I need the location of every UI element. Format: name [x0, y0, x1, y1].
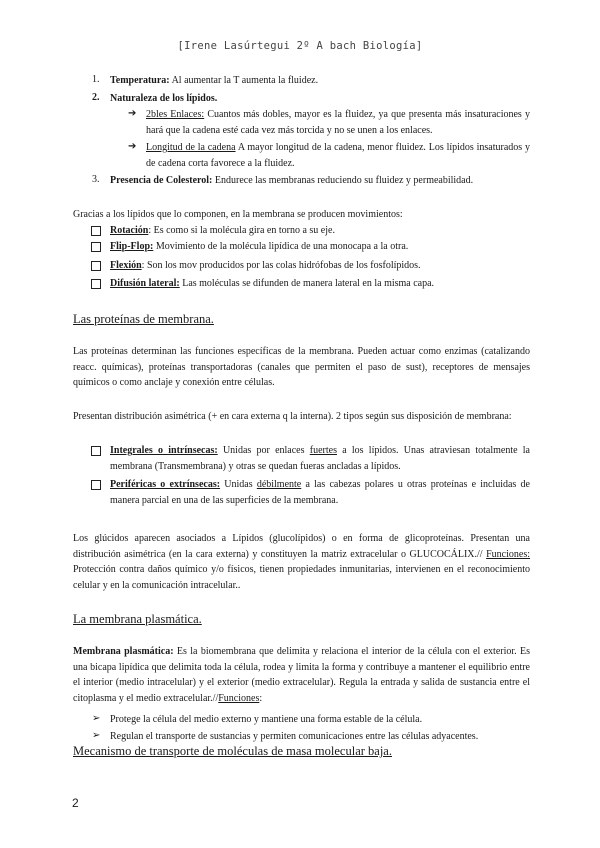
- list-item-temperature: Temperatura: Al aumentar la T aumenta la fluidez.: [110, 75, 319, 86]
- page-header: [Irene Lasúrtegui 2º A bach Biología]: [177, 40, 423, 52]
- protein-type-integral: Integrales o intrínsecas: Unidas por enlaces fuertes a los lípidos. Unas atraviesan totalmente la membrana (Transmembrana) y otras se quedan fueras ancladas a lípidos.: [110, 445, 530, 472]
- proteins-paragraph-1: Las proteínas determinan las funciones específicas de la membrana. Pueden actuar como enzimas (catalizando reacc. químicas), proteínas transportadoras (canales que permiten el paso de sust), receptores de mensajes químicos o como anclaje y conexión entre células.: [73, 346, 530, 388]
- checkbox-icon: [91, 261, 101, 271]
- movement-flip-flop: Flip-Flop: Movimiento de la molécula lipídica de una monocapa a la otra.: [110, 241, 409, 252]
- checkbox-icon: [91, 480, 101, 490]
- plasma-membrane-paragraph: Membrana plasmática: Es la biomembrana que delimita y relaciona el interior de la célula con el exterior. Es una bicapa lipídica que delimita toda la célula, rodea y limita la forma y contribuye a mantener el equilibrio entre el interior (medio intracelular) y el exterior (medio extracelular). Regula la entrada y salida de sustancia entre el citoplasma y el medio extracelular.//Funciones:: [73, 646, 530, 704]
- checkbox-icon: [91, 226, 101, 236]
- section-title-proteins: Las proteínas de membrana.: [73, 312, 214, 326]
- movements-intro: Gracias a los lípidos que lo componen, en la membrana se producen movimientos:: [73, 209, 403, 220]
- checkbox-icon: [91, 446, 101, 456]
- protein-type-peripheral: Periféricas o extrínsecas: Unidas débilmente a las cabezas polares u otras proteínas e incluidas de manera parcial en una de las superficies de la membrana.: [110, 479, 530, 506]
- list-item-lipids: Naturaleza de los lípidos.: [110, 93, 218, 104]
- page-number: 2: [72, 796, 79, 810]
- arrowhead-bullet: ➢: [92, 713, 101, 724]
- arrowhead-bullet: ➢: [92, 730, 101, 741]
- arrow-bullet: ➔: [128, 141, 137, 152]
- checkbox-icon: [91, 279, 101, 289]
- list-number: 2.: [92, 92, 100, 103]
- list-item-cholesterol: Presencia de Colesterol: Endurece las membranas reduciendo su fluidez y permeabilidad.: [110, 175, 474, 186]
- list-item-chain-length: Longitud de la cadena A mayor longitud de la cadena, menor fluidez. Los lípidos insaturados y de cadena corta favorece a la fluidez.: [146, 142, 530, 169]
- glucids-paragraph: Los glúcidos aparecen asociados a Lípidos (glucolípidos) o en forma de glicoproteínas. Presentan una distribución asimétrica (en la cara externa) y constituyen la matriz extracelular o GLUCOCÁLIX.// Funciones: Protección contra daños químico y/o físicos, tienen propiedades inmunitarias, intervienen en el reconocimiento celular y en la comunicación intracelular..: [73, 533, 531, 591]
- section-title-plasma-membrane: La membrana plasmática.: [73, 612, 202, 626]
- section-title-transport: Mecanismo de transporte de moléculas de masa molecular baja.: [73, 744, 392, 758]
- list-number: 1.: [92, 74, 100, 85]
- movement-lateral-diffusion: Difusión lateral: Las moléculas se difunden de manera lateral en la misma capa.: [110, 278, 435, 289]
- movement-rotation: Rotación: Es como si la molécula gira en torno a su eje.: [110, 225, 335, 236]
- list-number: 3.: [92, 174, 100, 185]
- plasma-function-1: Protege la célula del medio externo y mantiene una forma estable de la célula.: [110, 714, 423, 725]
- checkbox-icon: [91, 242, 101, 252]
- list-item-double-bonds: 2bles Enlaces: Cuantos más dobles, mayor es la fluidez, ya que presenta más insaturaciones y hará que la cadena esté cada vez más torcida y no se unen a los enlaces.: [146, 109, 530, 136]
- arrow-bullet: ➔: [128, 108, 137, 119]
- movement-flexion: Flexión: Son los mov producidos por las colas hidrófobas de los fosfolípidos.: [110, 260, 421, 271]
- proteins-paragraph-2: Presentan distribución asimétrica (+ en cara externa q la interna). 2 tipos según sus disposición de membrana:: [73, 411, 512, 422]
- plasma-function-2: Regulan el transporte de sustancias y permiten comunicaciones entre las células adyacentes.: [110, 731, 479, 742]
